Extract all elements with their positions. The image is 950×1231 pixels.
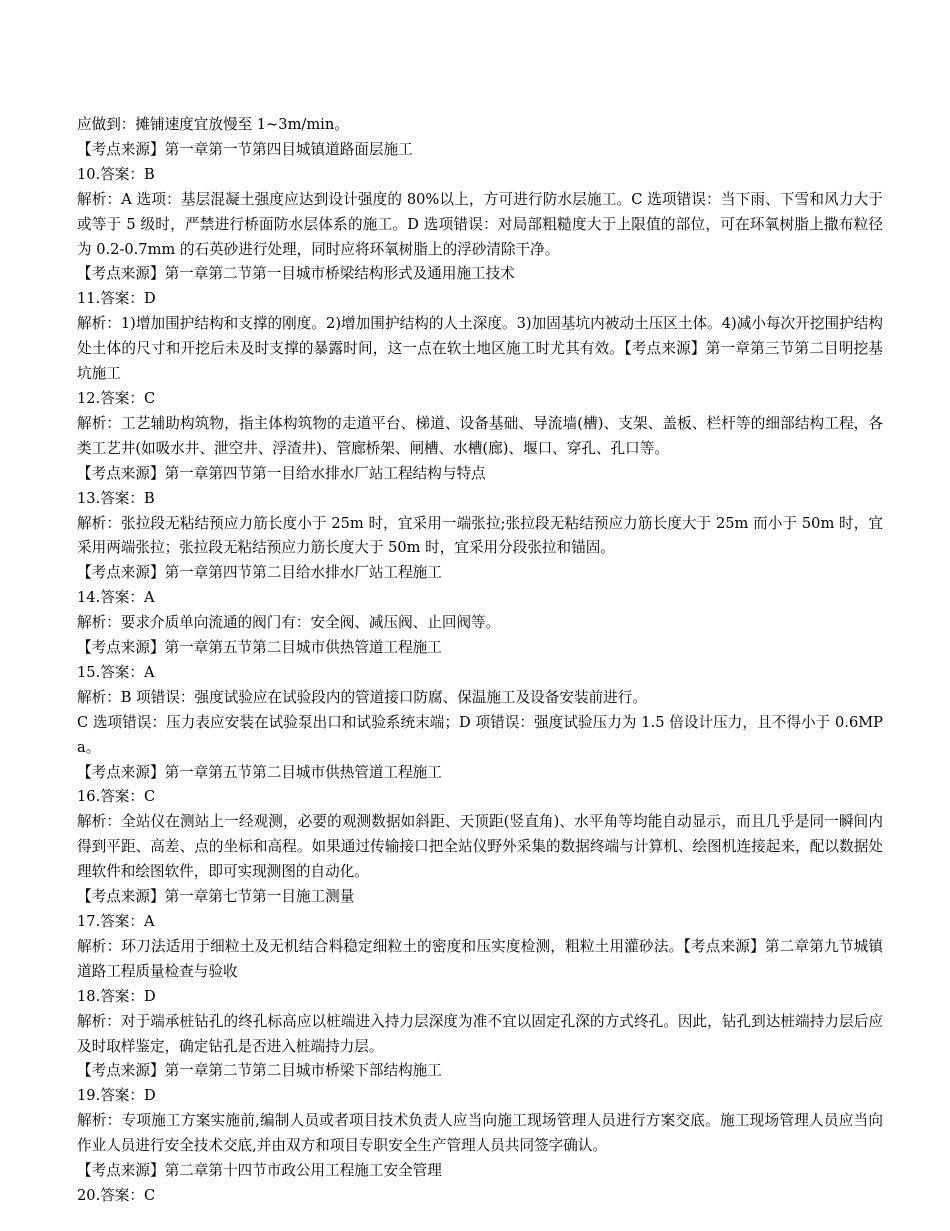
explanation-paragraph: 解析：环刀法适用于细粒土及无机结合料稳定细粒土的密度和压实度检测，粗粒土用灌砂法。【考点来源】第二章第九节城镇道路工程质量检查与验收 (77, 937, 883, 980)
source-line: 【考点来源】第一章第七节第一目施工测量 (77, 888, 355, 906)
explanation-paragraph: 解析：对于端承桩钻孔的终孔标高应以桩端进入持力层深度为准不宜以固定孔深的方式终孔。因此，钻孔到达桩端持力层后应及时取样鉴定，确定钻孔是否进入桩端持力层。 (77, 1012, 883, 1055)
answer-line: 15.答案：A (77, 663, 155, 681)
source-line: 【考点来源】第一章第四节第二目给水排水厂站工程施工 (77, 564, 442, 582)
source-line: 【考点来源】第一章第二节第二目城市桥梁下部结构施工 (77, 1062, 442, 1080)
answer-line: 20.答案：C (77, 1186, 156, 1204)
answer-line: 10.答案：B (77, 165, 155, 183)
source-line: 【考点来源】第一章第四节第一目给水排水厂站工程结构与特点 (77, 464, 486, 482)
explanation-paragraph: 解析：A 选项：基层混凝土强度应达到设计强度的 80%以上，方可进行防水层施工。C 选项错误：当下雨、下雪和风力大于或等于 5 级时，严禁进行桥面防水层体系的施工。D 选项错误：对局部粗糙度大于上限值的部位，可在环氧树脂上撒布粒径为 0.2-0.7mm 的石英砂进行处理，同时应将环氧树脂上的浮砂清除干净。 (77, 190, 883, 258)
text-line: 应做到：摊铺速度宜放慢至 1~3m/min。 (77, 116, 349, 133)
explanation-paragraph: 解析：B 项错误：强度试验应在试验段内的管道接口防腐、保温施工及设备安装前进行。 (77, 688, 647, 706)
answer-line: 11.答案：D (77, 290, 156, 308)
answer-line: 18.答案：D (77, 987, 156, 1005)
answer-line: 16.答案：C (77, 788, 156, 806)
answer-line: 12.答案：C (77, 389, 156, 407)
explanation-paragraph: 解析：1)增加围护结构和支撑的刚度。2)增加围护结构的人土深度。3)加固基坑内被动土压区土体。4)减小每次开挖围护结构处土体的尺寸和开挖后未及时支撑的暴露时间，这一点在软土地区施工时尤其有效。【考点来源】第一章第三节第二目明挖基坑施工 (77, 315, 883, 383)
explanation-paragraph: 解析：要求介质单向流通的阀门有：安全阀、减压阀、止回阀等。 (77, 614, 501, 632)
answer-line: 19.答案：D (77, 1087, 156, 1105)
explanation-paragraph: C 选项错误：压力表应安装在试验泵出口和试验系统末端；D 项错误：强度试验压力为 1.5 倍设计压力，且不得小于 0.6MPa。 (77, 713, 883, 756)
source-line: 【考点来源】第二章第十四节市政公用工程施工安全管理 (77, 1162, 442, 1180)
explanation-paragraph: 解析：张拉段无粘结预应力筋长度小于 25m 时，宜采用一端张拉;张拉段无粘结预应力筋长度大于 25m 而小于 50m 时，宜采用两端张拉；张拉段无粘结预应力筋长度大于 50m 时，宜采用分段张拉和锚固。 (77, 514, 883, 557)
explanation-paragraph: 解析：全站仪在测站上一经观测，必要的观测数据如斜距、天顶距(竖直角)、水平角等均能自动显示，而且几乎是同一瞬间内得到平距、高差、点的坐标和高程。如果通过传输接口把全站仪野外采集的数据终端与计算机、绘图机连接起来，配以数据处理软件和绘图软件，即可实现测图的自动化。 (77, 813, 883, 881)
source-line: 【考点来源】第一章第一节第四目城镇道路面层施工 (77, 140, 413, 158)
source-line: 【考点来源】第一章第五节第二目城市供热管道工程施工 (77, 639, 442, 657)
explanation-paragraph: 解析：专项施工方案实施前,编制人员或者项目技术负责人应当向施工现场管理人员进行方案交底。施工现场管理人员应当向作业人员进行安全技术交底,并由双方和项目专职安全生产管理人员共同签字确认。 (77, 1112, 883, 1155)
source-line: 【考点来源】第一章第二节第一目城市桥梁结构形式及通用施工技术 (77, 265, 515, 283)
source-line: 【考点来源】第一章第五节第二目城市供热管道工程施工 (77, 763, 442, 781)
document-body (77, 113, 883, 1209)
answer-line: 17.答案：A (77, 913, 155, 930)
explanation-paragraph: 解析：工艺辅助构筑物，指主体构筑物的走道平台、梯道、设备基础、导流墙(槽)、支架、盖板、栏杆等的细部结构工程，各类工艺井(如吸水井、泄空井、浮渣井)、管廊桥架、闸槽、水槽(廊)、堰口、穿孔、孔口等。 (77, 414, 883, 457)
answer-line: 13.答案：B (77, 489, 155, 507)
answer-line: 14.答案：A (77, 589, 155, 607)
